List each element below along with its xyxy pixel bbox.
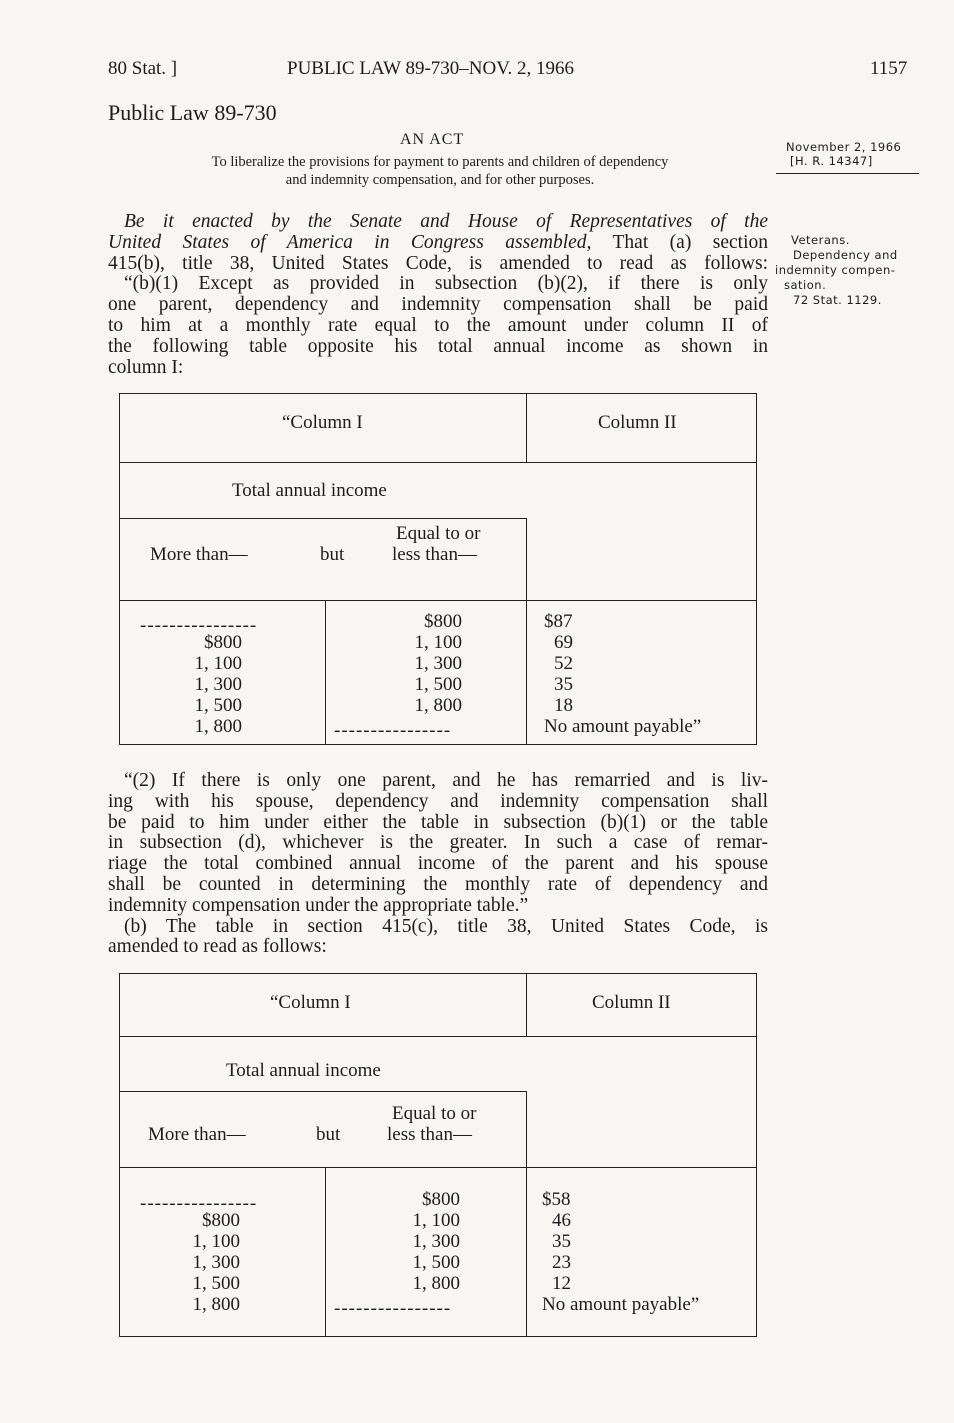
table-1-subheader-rule — [120, 600, 756, 601]
para2-line-3: be paid to him under either the table in subsection (b)(1) or the table — [108, 811, 768, 833]
act-purpose — [112, 153, 768, 189]
table-2-row-6-more: 1, 800 — [192, 1294, 240, 1315]
table-1-equal-header-line-2: less than— — [392, 544, 477, 565]
para1-line-8: column I: — [108, 356, 184, 378]
table-2-income-header: Total annual income — [226, 1060, 381, 1081]
table-2-more-than-header: More than— — [148, 1124, 246, 1145]
table-2-column-2-header: Column II — [592, 992, 671, 1013]
act-purpose-line-2: and indemnity compensation, and for other purposes. — [285, 172, 595, 188]
table-2-income-rule — [120, 1091, 526, 1092]
table-1-row-1-amount: $87 — [544, 611, 573, 632]
table-2-row-1-amount: $58 — [542, 1189, 571, 1210]
para1-line-3: 415(b), title 38, United States Code, is amended to read as follows: — [108, 252, 768, 274]
table-1-inner-divider — [325, 600, 326, 744]
para2-line-6: shall be counted in determining the monthly rate of dependency and — [108, 873, 768, 895]
para2-line-5: riage the total combined annual income of the parent and his spouse — [108, 853, 768, 875]
table-1-row-3-less: 1, 300 — [414, 653, 462, 674]
enacting-clause-line-1: Be it enacted by the Senate and House of Representatives of the — [124, 211, 768, 232]
table-2-column-divider-top — [526, 974, 527, 1036]
table-1-row-5-amount: 18 — [554, 695, 573, 716]
table-2-row-3-amount: 35 — [552, 1231, 571, 1252]
table-2-row-2-less: 1, 100 — [412, 1210, 460, 1231]
table-1-row-3-more: 1, 100 — [194, 653, 242, 674]
table-2-row-5-amount: 12 — [552, 1273, 571, 1294]
subsection-b2-paragraph — [108, 771, 768, 958]
para2-line-4: in subsection (d), whichever is the greater. In such a case of remar- — [108, 832, 768, 854]
para1-line-6: to him at a monthly rate equal to the amount under column II of — [108, 314, 768, 336]
margin-topic-line-4: sation. — [784, 278, 827, 292]
table-1-income-rule — [120, 518, 526, 519]
margin-topic-line-3: indemnity compen- — [775, 263, 896, 277]
para1-line-4: “(b)(1) Except as provided in subsection (b)(2), if there is only — [124, 273, 768, 295]
para2-line-7: indemnity compensation under the appropriate table.” — [108, 894, 529, 916]
an-act-label: AN ACT — [400, 131, 465, 148]
section-b-line-1: (b) The table in section 415(c), title 38, United States Code, is — [124, 915, 768, 937]
table-1-row-4-amount: 35 — [554, 674, 573, 695]
margin-date: November 2, 1966 — [786, 140, 902, 154]
table-2-row-1-less: $800 — [422, 1189, 460, 1210]
act-purpose-line-1: To liberalize the provisions for payment to parents and children of dependency — [211, 154, 669, 170]
table-1-income-header: Total annual income — [232, 480, 387, 501]
rate-table-children — [119, 973, 757, 1337]
table-1-row-1-more-dashes: ---------------- — [140, 615, 258, 636]
table-1-row-2-less: 1, 100 — [414, 632, 462, 653]
table-2-equal-header-line-1: Equal to or — [392, 1103, 477, 1124]
table-1-row-5-more: 1, 500 — [194, 695, 242, 716]
para1-line-7: the following table opposite his total annual income as shown in — [108, 335, 768, 357]
table-1-more-than-header: More than— — [150, 544, 248, 565]
table-1-row-6-amount: No amount payable” — [544, 716, 702, 737]
enacting-clause-italic: United States of America in Congress assembled, — [108, 231, 592, 253]
table-1-equal-header-line-1: Equal to or — [396, 523, 481, 544]
enacting-clause-line-2 — [108, 233, 768, 254]
para1-line-5: one parent, dependency and indemnity compensation shall be paid — [108, 294, 768, 316]
table-1-column-1-header: “Column I — [282, 412, 363, 433]
table-2-subheader-rule — [120, 1167, 756, 1168]
table-2-row-2-amount: 46 — [552, 1210, 571, 1231]
public-law-title: Public Law 89-730 — [108, 100, 277, 125]
table-2-row-6-amount: No amount payable” — [542, 1294, 700, 1315]
table-2-row-3-more: 1, 100 — [192, 1231, 240, 1252]
rate-table-parent — [119, 393, 757, 745]
page-header-title: PUBLIC LAW 89-730–NOV. 2, 1966 — [287, 58, 575, 79]
table-1-row-2-amount: 69 — [554, 632, 573, 653]
page-number: 1157 — [870, 58, 908, 79]
table-2-row-4-less: 1, 500 — [412, 1252, 460, 1273]
table-1-row-6-more: 1, 800 — [194, 716, 242, 737]
table-2-row-4-amount: 23 — [552, 1252, 571, 1273]
table-1-row-1-less: $800 — [424, 611, 462, 632]
margin-rule — [776, 173, 919, 174]
table-2-column-divider-bottom — [526, 1091, 527, 1336]
margin-topic-line-2: Dependency and — [793, 248, 898, 262]
table-1-column-divider-top — [526, 394, 527, 462]
table-1-column-2-header: Column II — [598, 412, 677, 433]
table-2-inner-divider — [325, 1167, 326, 1336]
table-2-equal-header-line-2: less than— — [387, 1124, 472, 1145]
section-b-line-2: amended to read as follows: — [108, 936, 327, 958]
margin-bill-number: [H. R. 14347] — [790, 154, 873, 168]
margin-topic-veterans: Veterans. — [791, 233, 850, 247]
table-1-but-label: but — [320, 544, 345, 565]
table-2-column-1-header: “Column I — [270, 992, 351, 1013]
table-1-row-2-more: $800 — [204, 632, 242, 653]
table-2-row-2-more: $800 — [202, 1210, 240, 1231]
enacting-clause-rest: That (a) section — [591, 231, 769, 253]
table-2-row-1-more-dashes: ---------------- — [140, 1193, 258, 1214]
page-header-volume: 80 Stat. ] — [108, 58, 178, 79]
table-2-row-6-less-dashes: ---------------- — [334, 1298, 452, 1319]
table-1-row-6-less-dashes: ---------------- — [334, 720, 452, 741]
section-a-paragraph — [108, 212, 768, 378]
table-2-row-4-more: 1, 300 — [192, 1252, 240, 1273]
table-2-row-5-more: 1, 500 — [192, 1273, 240, 1294]
table-2-row-3-less: 1, 300 — [412, 1231, 460, 1252]
table-1-row-5-less: 1, 800 — [414, 695, 462, 716]
table-1-row-4-less: 1, 500 — [414, 674, 462, 695]
table-1-row-3-amount: 52 — [554, 653, 573, 674]
table-1-row-4-more: 1, 300 — [194, 674, 242, 695]
para2-line-1: “(2) If there is only one parent, and he has remarried and is liv- — [124, 770, 768, 791]
table-2-but-label: but — [316, 1124, 341, 1145]
table-1-column-divider-bottom — [526, 518, 527, 744]
table-1-header-rule — [120, 462, 756, 463]
para2-line-2: ing with his spouse, dependency and indemnity compensation shall — [108, 790, 768, 812]
margin-citation: 72 Stat. 1129. — [793, 293, 882, 307]
table-2-header-rule — [120, 1036, 756, 1037]
table-2-row-5-less: 1, 800 — [412, 1273, 460, 1294]
